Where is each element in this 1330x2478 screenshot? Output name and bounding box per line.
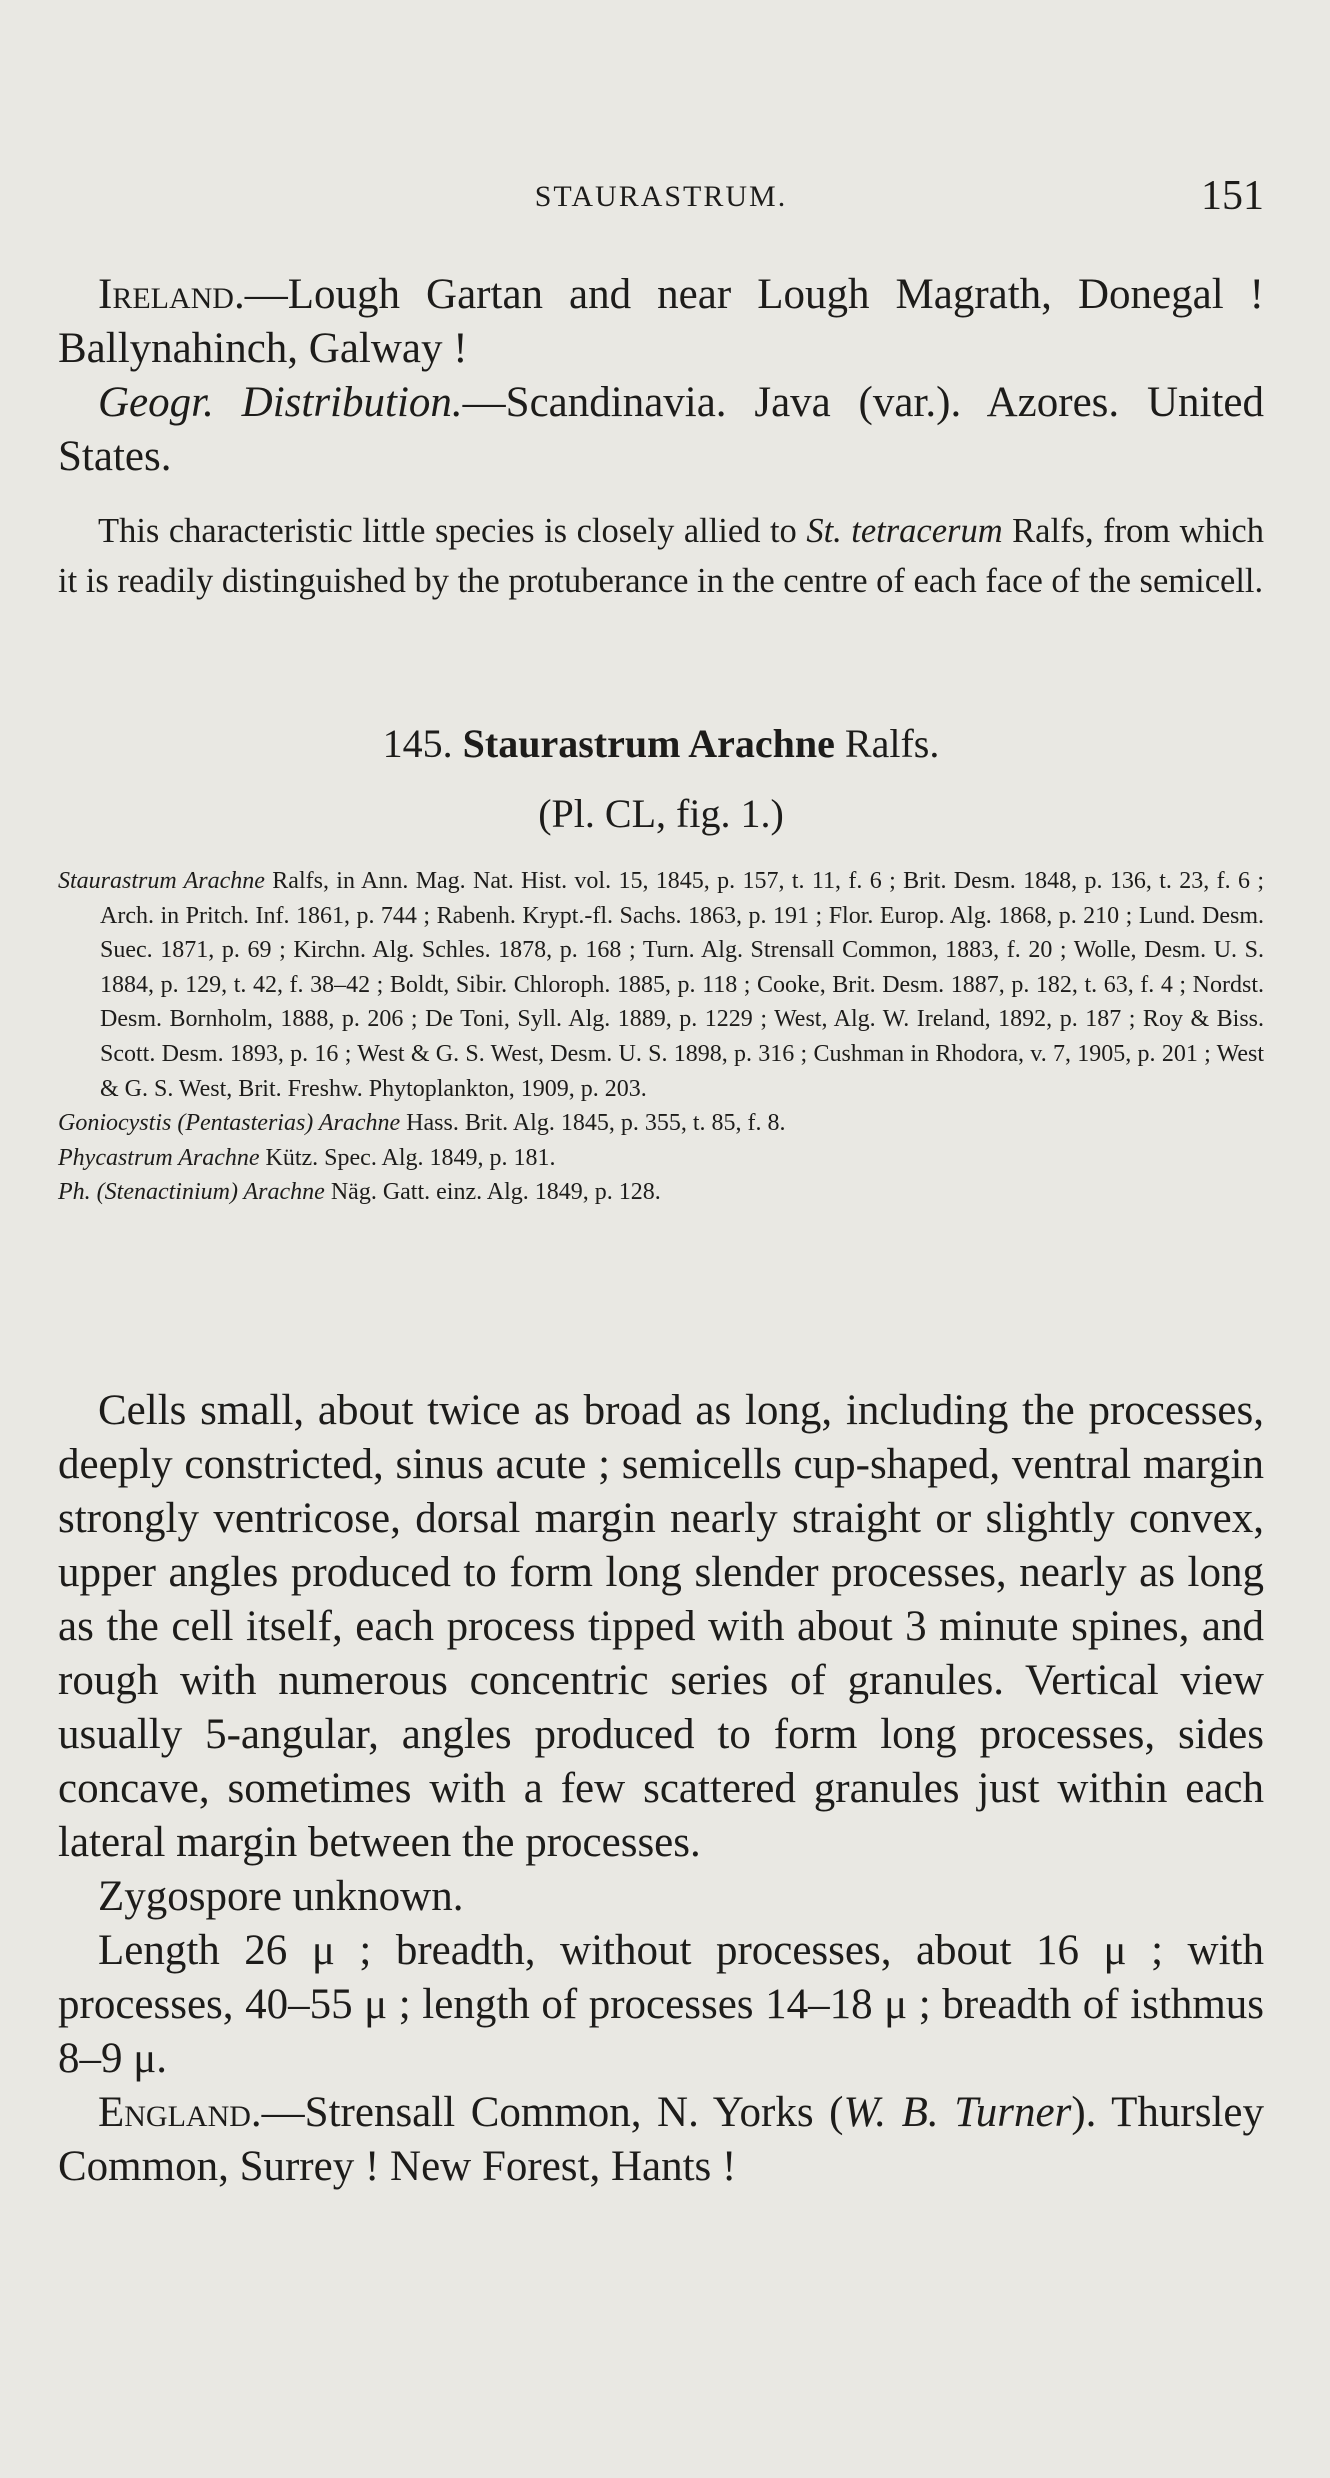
- remark-after: Ralfs, from which it is readily distinguished by the protuberance in the centre of each face of the semicell.: [58, 512, 1264, 600]
- synonymy-list: [58, 864, 1264, 1210]
- synonym-citations: Kütz. Spec. Alg. 1849, p. 181.: [259, 1144, 556, 1171]
- species-number: 145.: [382, 721, 453, 766]
- plate-reference: (Pl. CL, fig. 1.): [538, 791, 784, 836]
- synonym-name: Phycastrum Arachne: [58, 1144, 260, 1171]
- ireland-label: Ireland.: [98, 271, 245, 318]
- geogr-distribution-paragraph: [58, 376, 1264, 484]
- remark-paragraph: [58, 506, 1264, 606]
- england-label: England.: [98, 2089, 262, 2136]
- synonym-citations: Hass. Brit. Alg. 1845, p. 355, t. 85, f. 8.: [400, 1110, 786, 1137]
- running-head: [58, 172, 1264, 222]
- ireland-paragraph: [58, 268, 1264, 376]
- england-distribution: [58, 2086, 1264, 2194]
- synonym-citations: Näg. Gatt. einz. Alg. 1849, p. 128.: [324, 1179, 661, 1206]
- species-heading: [58, 716, 1264, 772]
- ireland-text: —Lough Gartan and near Lough Magrath, Donegal ! Ballynahinch, Galway !: [58, 271, 1264, 372]
- synonymy-entry: [58, 1141, 1264, 1176]
- species-author: Ralfs.: [844, 721, 940, 766]
- synonymy-entry: [58, 864, 1264, 1106]
- remark-before: This characteristic little species is closely allied to: [98, 512, 807, 550]
- zygospore-paragraph: Zygospore unknown.: [98, 1873, 464, 1920]
- page-number: 151: [1201, 173, 1264, 219]
- running-title: STAURASTRUM.: [534, 180, 788, 213]
- synonymy-entry: [58, 1106, 1264, 1141]
- synonym-name: Ph. (Stenactinium) Arachne: [58, 1179, 325, 1206]
- synonym-citations: Ralfs, in Ann. Mag. Nat. Hist. vol. 15, 1845, p. 157, t. 11, f. 6 ; Brit. Desm. 1848, p. 136, t. 23, f. 6 ; Arch. in Pritch. Inf. 1861, p. 744 ; Rabenh. Krypt.-fl. Sachs. 1863, p. 191 ; Flor. Europ. Alg. 1868, p. 210 ; Lund. Desm. Suec. 1871, p. 69 ; Kirchn. Alg. Schles. 1878, p. 168 ; Turn. Alg. Strensall Common, 1883, f. 20 ; Wolle, Desm. U. S. 1884, p. 129, t. 42, f. 38–42 ; Boldt, Sibir. Chloroph. 1885, p. 118 ; Cooke, Brit. Desm. 1887, p. 182, t. 63, f. 4 ; Nordst. Desm. Bornholm, 1888, p. 206 ; De Toni, Syll. Alg. 1889, p. 1229 ; West, Alg. W. Ireland, 1892, p. 187 ; Roy & Biss. Scott. Desm. 1893, p. 16 ; West & G. S. West, Desm. U. S. 1898, p. 316 ; Cushman in Rhodora, v. 7, 1905, p. 201 ; West & G. S. West, Brit. Freshw. Phytoplankton, 1909, p. 203.: [100, 868, 1265, 1102]
- collector-name: W. B. Turner: [843, 2089, 1072, 2136]
- geogr-distribution-label: Geogr. Distribution.: [98, 379, 463, 426]
- synonym-name: Staurastrum Arachne: [58, 868, 265, 894]
- description-paragraph: Cells small, about twice as broad as long, including the processes, deeply constricted, sinus acute ; semicells cup-shaped, ventral margin strongly ventricose, dorsal margin nearly straight or slightly convex, upper angles produced to form long slender processes, nearly as long as the cell itself, each process tipped with about 3 minute spines, and rough with numerous concentric series of granules. Vertical view usually 5-angular, angles produced to form long processes, sides concave, sometimes with a few scattered granules just within each lateral margin between the processes.: [58, 1387, 1264, 1866]
- measurements-paragraph: Length 26 μ ; breadth, without processes, about 16 μ ; with processes, 40–55 μ ; length of processes 14–18 μ ; breadth of isthmus 8–9 μ.: [58, 1927, 1264, 2082]
- species-description: [58, 1384, 1264, 2194]
- england-text-after: ). Thursley Common, Surrey ! New Forest, Hants !: [58, 2089, 1264, 2190]
- species-name: Staurastrum Arachne: [462, 721, 835, 766]
- synonym-name: Goniocystis (Pentasterias) Arachne: [58, 1110, 401, 1137]
- geogr-distribution-text: —Scandinavia. Java (var.). Azores. United States.: [58, 379, 1264, 480]
- synonymy-entry: [58, 1175, 1264, 1210]
- england-text-before: —Strensall Common, N. Yorks (: [261, 2089, 844, 2136]
- remark-species: St. tetracerum: [806, 512, 1003, 550]
- ireland-distribution: [58, 268, 1264, 484]
- species-header: [58, 716, 1264, 842]
